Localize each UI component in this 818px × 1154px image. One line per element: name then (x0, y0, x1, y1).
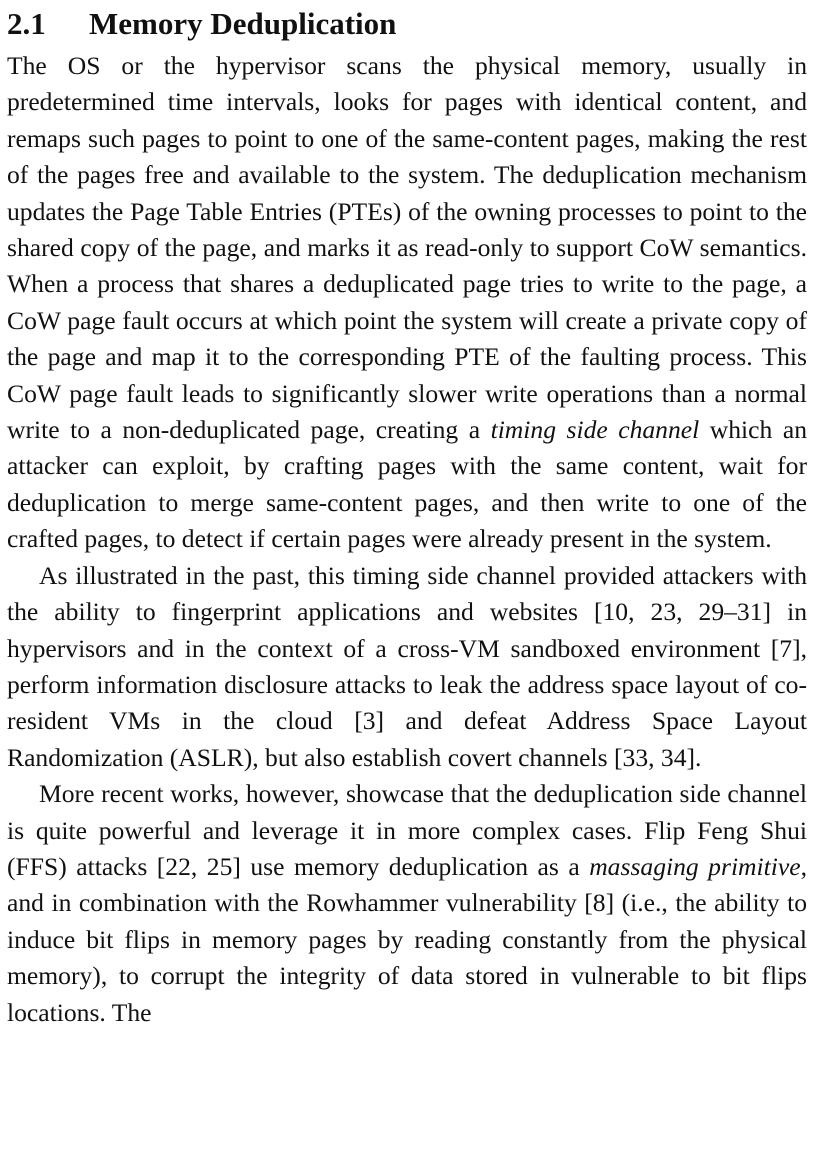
paragraph-past-attacks (7, 558, 807, 776)
section-number: 2.1 (7, 6, 46, 41)
section-title: Memory Deduplication (89, 6, 397, 41)
italic-term-timing-side-channel: timing side channel (490, 415, 700, 445)
paragraph-text: which an attacker can exploit, by crafting pages with the same content, wait for deduplication to merge same-content pages, and then write to one of the crafted pages, to detect if certain pages were already present in the system. (7, 415, 807, 554)
section-heading (7, 2, 807, 46)
paragraph-text: More recent works, however, showcase that the deduplication side channel is quite powerful and leverage it in more complex cases. Flip Feng Shui (FFS) attacks [22, 25] use memory deduplication as a (7, 779, 807, 881)
paper-page (7, 2, 807, 1031)
paragraph-recent-works (7, 776, 807, 1031)
paragraph-text: , and in combination with the Rowhammer vulnerability [8] (i.e., the ability to induce bit flips in memory pages by reading constantly from the physical memory), to corrupt the integrity of data stored in vulnerable to bit flips locations. The (7, 851, 807, 1027)
paragraph-text: The OS or the hypervisor scans the physical memory, usually in predetermined time intervals, looks for pages with identical content, and remaps such pages to point to one of the same-content pages, making the rest of the pages free and available to the system. The deduplication mechanism updates the Page Table Entries (PTEs) of the owning processes to point to the shared copy of the page, and marks it as read-only to support CoW semantics. When a process that shares a deduplicated page tries to write to the page, a CoW page fault occurs at which point the system will create a private copy of the page and map it to the corresponding PTE of the faulting process. This CoW page fault leads to significantly slower write operations than a normal write to a non-deduplicated page, creating a (7, 51, 807, 445)
paragraph-deduplication-mechanism (7, 48, 807, 558)
italic-term-massaging-primitive: massaging primitive (589, 851, 801, 881)
paragraph-text: As illustrated in the past, this timing side channel provided attackers with the ability to fingerprint applications and websites [10, 23, 29–31] in hypervisors and in the context of a cross-VM sandboxed environment [7], perform information disclosure attacks to leak the address space layout of co-resident VMs in the cloud [3] and defeat Address Space Layout Randomization (ASLR), but also establish covert channels [33, 34]. (7, 560, 807, 772)
